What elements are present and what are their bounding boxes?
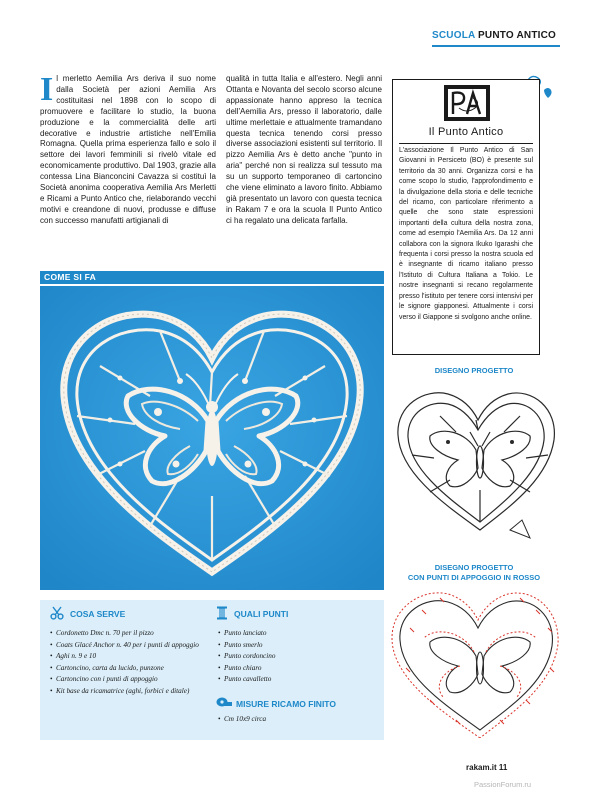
page-footer xyxy=(466,763,507,772)
design-label-support xyxy=(392,563,556,583)
article-column-1 xyxy=(40,71,216,227)
come-si-fa-bar xyxy=(40,271,384,284)
list-item: • Punto chiaro xyxy=(218,663,378,675)
tape-measure-icon xyxy=(216,697,232,707)
association-title: Il Punto Antico xyxy=(428,126,504,138)
article-text-2: qualità in tutta Italia e all'estero. Negli anni Ottanta e Novanta del secolo scorso alcune appassionate hanno appreso la tecnica dell'Aemilia Ars, presso il laboratorio, dalle ultime merlettaie e attualmente tramandano questa tecnica tenendo corsi presso diverse associazioni esistenti sul territorio. Il pizzo Aemilia Ars è detto anche "punto in aria" perché non si realizza sul tessuto ma su un supporto temporaneo di cartoncino che viene eliminato a lavoro finito. Abbiamo già presentato un lavoro con questa tecnica in Rakam 7 e ora la scuola Il Punto Antico ci ha regalato una delicata farfalla. xyxy=(226,74,382,225)
lace-heart-illustration xyxy=(40,286,384,590)
article-column-2 xyxy=(226,74,382,227)
design-label: DISEGNO PROGETTO xyxy=(434,366,514,375)
measure-title: MISURE RICAMO FINITO xyxy=(236,699,336,709)
list-item: • Kit base da ricamatrice (aghi, forbici e ditale) xyxy=(50,686,212,698)
list-item: • Cm 10x9 circa xyxy=(218,714,378,726)
subsection-name: PUNTO ANTICO xyxy=(478,30,557,41)
stitches-title: QUALI PUNTI xyxy=(234,609,289,619)
list-item: • Cartoncino con i punti di appoggio xyxy=(50,674,212,686)
thread-spool-icon xyxy=(216,606,228,620)
list-item: • Punto lanciato xyxy=(218,628,378,640)
materials-list xyxy=(50,628,212,697)
association-box xyxy=(392,79,540,355)
footer-site: rakam.it xyxy=(466,763,497,772)
association-text: L'associazione Il Punto Antico di San Giovanni in Persiceto (BO) è presente sul territorio da 30 anni. Organizza corsi e ha come scopo lo studio, l'approfondimento e la divulgazione della storia e delle tecniche del ricamo, con particolare riferimento a quelle che sono state espressioni importanti della cultura della nostra zona, come ad esempio l'Aemilia Ars. Da 12 anni collabora con la signora Ikuko Igarashi che frequenta i corsi presso la nostra scuola ed è insegnante di ricamo italiano presso l'Istituto di Cultura Italiana a Tokio. Le nostre insegnanti si recano regolarmente presso l'istituto per tenere corsi intensivi per le signore giapponesi. Attualmente i corsi verso il Giappone si svolgono anche online. xyxy=(399,147,533,321)
lace-heart-photo xyxy=(40,286,384,590)
list-item: • Punto smerlo xyxy=(218,640,378,652)
list-item: • Coats Glacé Anchor n. 40 per i punti di appoggio xyxy=(50,640,212,652)
list-item: • Punto cavalletto xyxy=(218,674,378,686)
scissors-icon xyxy=(50,606,64,620)
list-item: • Cartoncino, carta da lucido, punzone xyxy=(50,663,212,675)
come-si-fa-label: COME SI FA xyxy=(44,272,97,282)
list-item: • Cordonetto Dmc n. 70 per il pizzo xyxy=(50,628,212,640)
design-label-line-1: DISEGNO PROGETTO xyxy=(434,563,514,572)
drop-cap: I xyxy=(40,71,54,108)
article-text-1: l merletto Aemilia Ars deriva il suo nome dalla Società per azioni Aemilia Ars costituitasi nel 1898 con lo scopo di promuovere e facilitare lo studio, la buona produzione e la commercialità delle arti decorative e industrie artistiche nell'Emilia Romagna. Quella prima esperienza fallo e solo il settore dei lavori femminili si rivelò vitale ed economicamente produttivo. Dal 1903, grazie alla contessa Lina Bianconcini Cavazza si costituì la Società anonima cooperativa Aemilia Ars Merletti e Ricami a Punto Antico che, rielaborando vecchi motivi e creandone di nuovi, produsse e diffuse con successo manufatti artigianali di xyxy=(40,74,216,225)
design-drawing-support-points xyxy=(390,588,560,738)
page-number: 11 xyxy=(498,763,508,772)
section-header xyxy=(432,30,562,44)
stitches-list xyxy=(218,628,378,686)
section-name: SCUOLA xyxy=(432,30,476,41)
punto-antico-logo xyxy=(443,84,491,122)
watermark: PassionForum.ru xyxy=(474,780,532,789)
title-rule xyxy=(399,143,533,144)
design-drawing xyxy=(390,380,560,540)
materials-title: COSA SERVE xyxy=(70,609,126,619)
header-rule xyxy=(432,45,560,47)
svg-text:PA: PA xyxy=(467,106,469,107)
materials-box xyxy=(40,600,384,740)
list-item: • Punto cordoncino xyxy=(218,651,378,663)
list-item: • Aghi n. 9 e 10 xyxy=(50,651,212,663)
measure-list xyxy=(218,714,378,726)
design-label-line-2: CON PUNTI DI APPOGGIO IN ROSSO xyxy=(407,573,541,582)
